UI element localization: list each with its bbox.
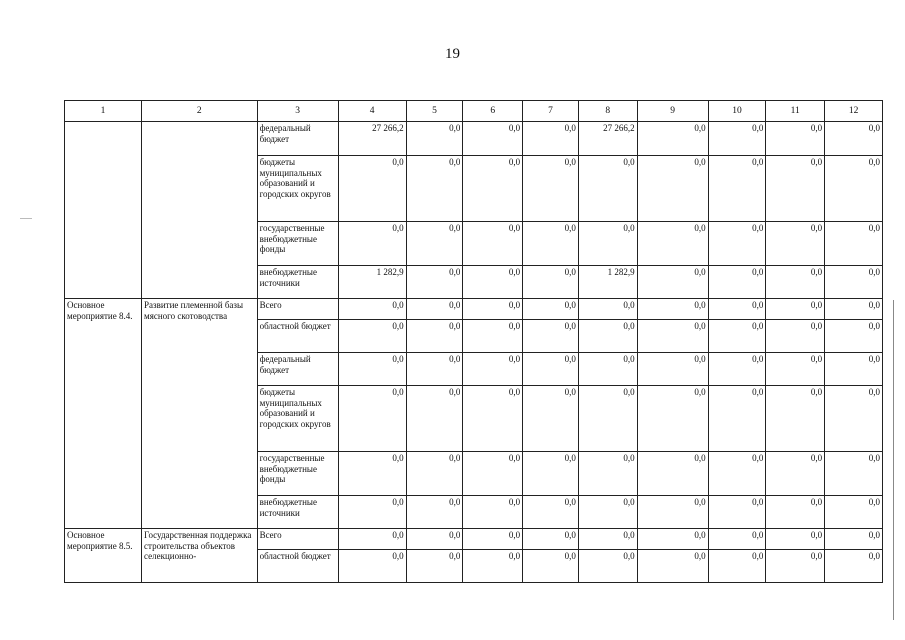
- value-cell: 0,0: [637, 320, 708, 353]
- measure-id-cell: [65, 122, 142, 299]
- column-header: 11: [766, 101, 825, 122]
- value-cell: 0,0: [338, 320, 406, 353]
- value-cell: 0,0: [825, 320, 883, 353]
- value-cell: 0,0: [523, 452, 579, 496]
- value-cell: 0,0: [463, 320, 523, 353]
- value-cell: 0,0: [578, 156, 637, 222]
- column-header: 4: [338, 101, 406, 122]
- value-cell: 0,0: [708, 529, 766, 550]
- value-cell: 27 266,2: [338, 122, 406, 156]
- value-cell: 0,0: [708, 122, 766, 156]
- value-cell: 0,0: [523, 122, 579, 156]
- value-cell: 0,0: [463, 266, 523, 299]
- value-cell: 0,0: [766, 496, 825, 529]
- value-cell: 0,0: [523, 299, 579, 320]
- value-cell: 0,0: [463, 550, 523, 583]
- measure-name-cell: Государственная поддержка строительства объектов селекционно-: [142, 529, 258, 583]
- value-cell: 0,0: [578, 386, 637, 452]
- funding-source-cell: внебюджетные источники: [257, 496, 338, 529]
- value-cell: 1 282,9: [338, 266, 406, 299]
- value-cell: 0,0: [825, 266, 883, 299]
- value-cell: 0,0: [578, 529, 637, 550]
- scan-artifact-edge: [893, 300, 894, 620]
- column-header: 5: [406, 101, 463, 122]
- value-cell: 0,0: [338, 550, 406, 583]
- value-cell: 0,0: [523, 320, 579, 353]
- funding-source-cell: бюджеты муниципальных образований и городских округов: [257, 156, 338, 222]
- value-cell: 0,0: [338, 156, 406, 222]
- value-cell: 0,0: [708, 222, 766, 266]
- funding-source-cell: бюджеты муниципальных образований и городских округов: [257, 386, 338, 452]
- value-cell: 0,0: [766, 353, 825, 386]
- measure-id-cell: Основное мероприятие 8.4.: [65, 299, 142, 529]
- value-cell: 0,0: [338, 452, 406, 496]
- value-cell: 0,0: [463, 496, 523, 529]
- value-cell: 0,0: [766, 266, 825, 299]
- value-cell: 0,0: [825, 452, 883, 496]
- scan-artifact-mark: [20, 218, 32, 219]
- funding-source-cell: внебюджетные источники: [257, 266, 338, 299]
- value-cell: 0,0: [708, 156, 766, 222]
- funding-source-cell: Всего: [257, 529, 338, 550]
- funding-source-cell: Всего: [257, 299, 338, 320]
- funding-source-cell: федеральный бюджет: [257, 122, 338, 156]
- value-cell: 0,0: [406, 156, 463, 222]
- value-cell: 0,0: [463, 353, 523, 386]
- funding-source-cell: государственные внебюджетные фонды: [257, 452, 338, 496]
- value-cell: 0,0: [406, 452, 463, 496]
- value-cell: 0,0: [637, 156, 708, 222]
- funding-source-cell: государственные внебюджетные фонды: [257, 222, 338, 266]
- value-cell: 0,0: [766, 320, 825, 353]
- value-cell: 0,0: [825, 496, 883, 529]
- value-cell: 0,0: [463, 299, 523, 320]
- value-cell: 0,0: [578, 299, 637, 320]
- value-cell: 0,0: [825, 386, 883, 452]
- measure-name-cell: Развитие племенной базы мясного скотоводства: [142, 299, 258, 529]
- value-cell: 0,0: [406, 299, 463, 320]
- value-cell: 0,0: [338, 222, 406, 266]
- measure-name-cell: [142, 122, 258, 299]
- value-cell: 0,0: [766, 452, 825, 496]
- column-header: 10: [708, 101, 766, 122]
- value-cell: 0,0: [523, 529, 579, 550]
- value-cell: 0,0: [406, 529, 463, 550]
- value-cell: 0,0: [406, 266, 463, 299]
- value-cell: 0,0: [463, 156, 523, 222]
- value-cell: 0,0: [766, 299, 825, 320]
- value-cell: 0,0: [825, 156, 883, 222]
- column-header: 12: [825, 101, 883, 122]
- value-cell: 0,0: [338, 299, 406, 320]
- column-header: 6: [463, 101, 523, 122]
- value-cell: 0,0: [637, 529, 708, 550]
- value-cell: 0,0: [708, 550, 766, 583]
- value-cell: 0,0: [406, 550, 463, 583]
- column-header: 9: [637, 101, 708, 122]
- column-header: 3: [257, 101, 338, 122]
- value-cell: 0,0: [637, 299, 708, 320]
- value-cell: 0,0: [523, 550, 579, 583]
- value-cell: 0,0: [578, 452, 637, 496]
- value-cell: 0,0: [825, 353, 883, 386]
- value-cell: 0,0: [338, 353, 406, 386]
- value-cell: 0,0: [637, 222, 708, 266]
- value-cell: 0,0: [406, 386, 463, 452]
- value-cell: 0,0: [637, 550, 708, 583]
- value-cell: 0,0: [637, 496, 708, 529]
- value-cell: 0,0: [766, 222, 825, 266]
- value-cell: 0,0: [523, 156, 579, 222]
- value-cell: 0,0: [825, 122, 883, 156]
- value-cell: 0,0: [578, 550, 637, 583]
- table-row: [65, 122, 883, 156]
- table-row: [65, 529, 883, 550]
- value-cell: 0,0: [523, 496, 579, 529]
- value-cell: 0,0: [766, 156, 825, 222]
- table-row: [65, 299, 883, 320]
- value-cell: 0,0: [338, 386, 406, 452]
- value-cell: 0,0: [708, 452, 766, 496]
- measure-id-cell: Основное мероприятие 8.5.: [65, 529, 142, 583]
- value-cell: 0,0: [338, 496, 406, 529]
- value-cell: 0,0: [578, 353, 637, 386]
- value-cell: 0,0: [406, 496, 463, 529]
- value-cell: 0,0: [406, 320, 463, 353]
- value-cell: 0,0: [708, 320, 766, 353]
- column-header: 8: [578, 101, 637, 122]
- value-cell: 0,0: [463, 452, 523, 496]
- column-header: 7: [523, 101, 579, 122]
- value-cell: 0,0: [825, 529, 883, 550]
- value-cell: 0,0: [708, 353, 766, 386]
- funding-source-cell: областной бюджет: [257, 550, 338, 583]
- value-cell: 0,0: [406, 353, 463, 386]
- value-cell: 0,0: [637, 266, 708, 299]
- value-cell: 0,0: [578, 222, 637, 266]
- value-cell: 0,0: [825, 299, 883, 320]
- funding-source-cell: областной бюджет: [257, 320, 338, 353]
- value-cell: 0,0: [708, 266, 766, 299]
- value-cell: 0,0: [463, 529, 523, 550]
- value-cell: 0,0: [708, 496, 766, 529]
- value-cell: 0,0: [578, 320, 637, 353]
- value-cell: 0,0: [766, 550, 825, 583]
- value-cell: 0,0: [637, 353, 708, 386]
- value-cell: 0,0: [708, 386, 766, 452]
- value-cell: 0,0: [637, 386, 708, 452]
- value-cell: 0,0: [825, 222, 883, 266]
- value-cell: 0,0: [406, 222, 463, 266]
- budget-table: [64, 100, 883, 583]
- value-cell: 27 266,2: [578, 122, 637, 156]
- value-cell: 0,0: [463, 122, 523, 156]
- value-cell: 0,0: [637, 122, 708, 156]
- value-cell: 0,0: [825, 550, 883, 583]
- column-header: 2: [142, 101, 258, 122]
- value-cell: 0,0: [766, 529, 825, 550]
- table-header-row: [65, 101, 883, 122]
- funding-source-cell: федеральный бюджет: [257, 353, 338, 386]
- value-cell: 0,0: [523, 222, 579, 266]
- page-number: 19: [445, 46, 460, 62]
- value-cell: 0,0: [523, 386, 579, 452]
- value-cell: 0,0: [463, 386, 523, 452]
- column-header: 1: [65, 101, 142, 122]
- value-cell: 0,0: [523, 353, 579, 386]
- value-cell: 0,0: [637, 452, 708, 496]
- value-cell: 0,0: [523, 266, 579, 299]
- value-cell: 1 282,9: [578, 266, 637, 299]
- value-cell: 0,0: [406, 122, 463, 156]
- value-cell: 0,0: [463, 222, 523, 266]
- value-cell: 0,0: [578, 496, 637, 529]
- value-cell: 0,0: [766, 122, 825, 156]
- value-cell: 0,0: [338, 529, 406, 550]
- value-cell: 0,0: [708, 299, 766, 320]
- value-cell: 0,0: [766, 386, 825, 452]
